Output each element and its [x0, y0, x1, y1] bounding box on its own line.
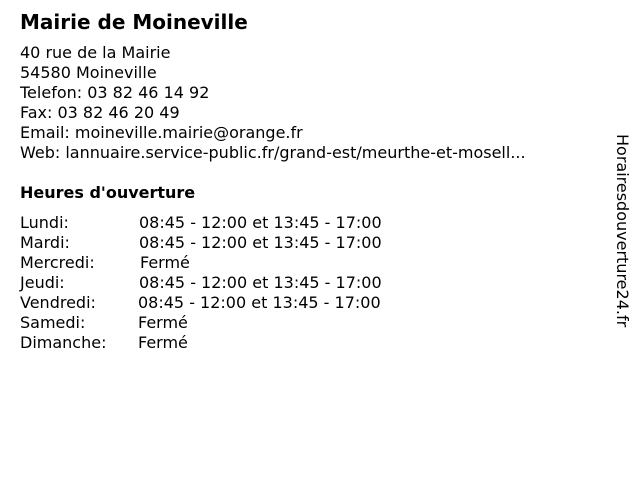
day-label: Mercredi: [20, 253, 95, 272]
contact-info [20, 43, 526, 163]
email-address: Email: moineville.mairie@orange.fr [20, 123, 303, 142]
day-label: Mardi: [20, 233, 70, 252]
day-label: Jeudi: [20, 273, 65, 292]
website-link: Web: lannuaire.service-public.fr/grand-est/meurthe-et-mosell... [20, 143, 526, 162]
site-watermark: Horairesdouverture24.fr [613, 134, 632, 328]
hours-value: 08:45 - 12:00 et 13:45 - 17:00 [139, 273, 382, 292]
fax-number: Fax: 03 82 46 20 49 [20, 103, 180, 122]
hours-heading: Heures d'ouverture [20, 183, 196, 202]
hours-value: 08:45 - 12:00 et 13:45 - 17:00 [138, 293, 381, 312]
page-title: Mairie de Moineville [20, 10, 248, 34]
day-label: Lundi: [20, 213, 69, 232]
day-label: Samedi: [20, 313, 86, 332]
address-city: 54580 Moineville [20, 63, 157, 82]
hours-value: 08:45 - 12:00 et 13:45 - 17:00 [139, 213, 382, 232]
hours-value: Fermé [138, 333, 188, 352]
address-street: 40 rue de la Mairie [20, 43, 171, 62]
day-label: Vendredi: [20, 293, 96, 312]
hours-value: Fermé [140, 253, 190, 272]
phone-number: Telefon: 03 82 46 14 92 [20, 83, 210, 102]
hours-value: 08:45 - 12:00 et 13:45 - 17:00 [139, 233, 382, 252]
hours-value: Fermé [138, 313, 188, 332]
day-label: Dimanche: [20, 333, 107, 352]
